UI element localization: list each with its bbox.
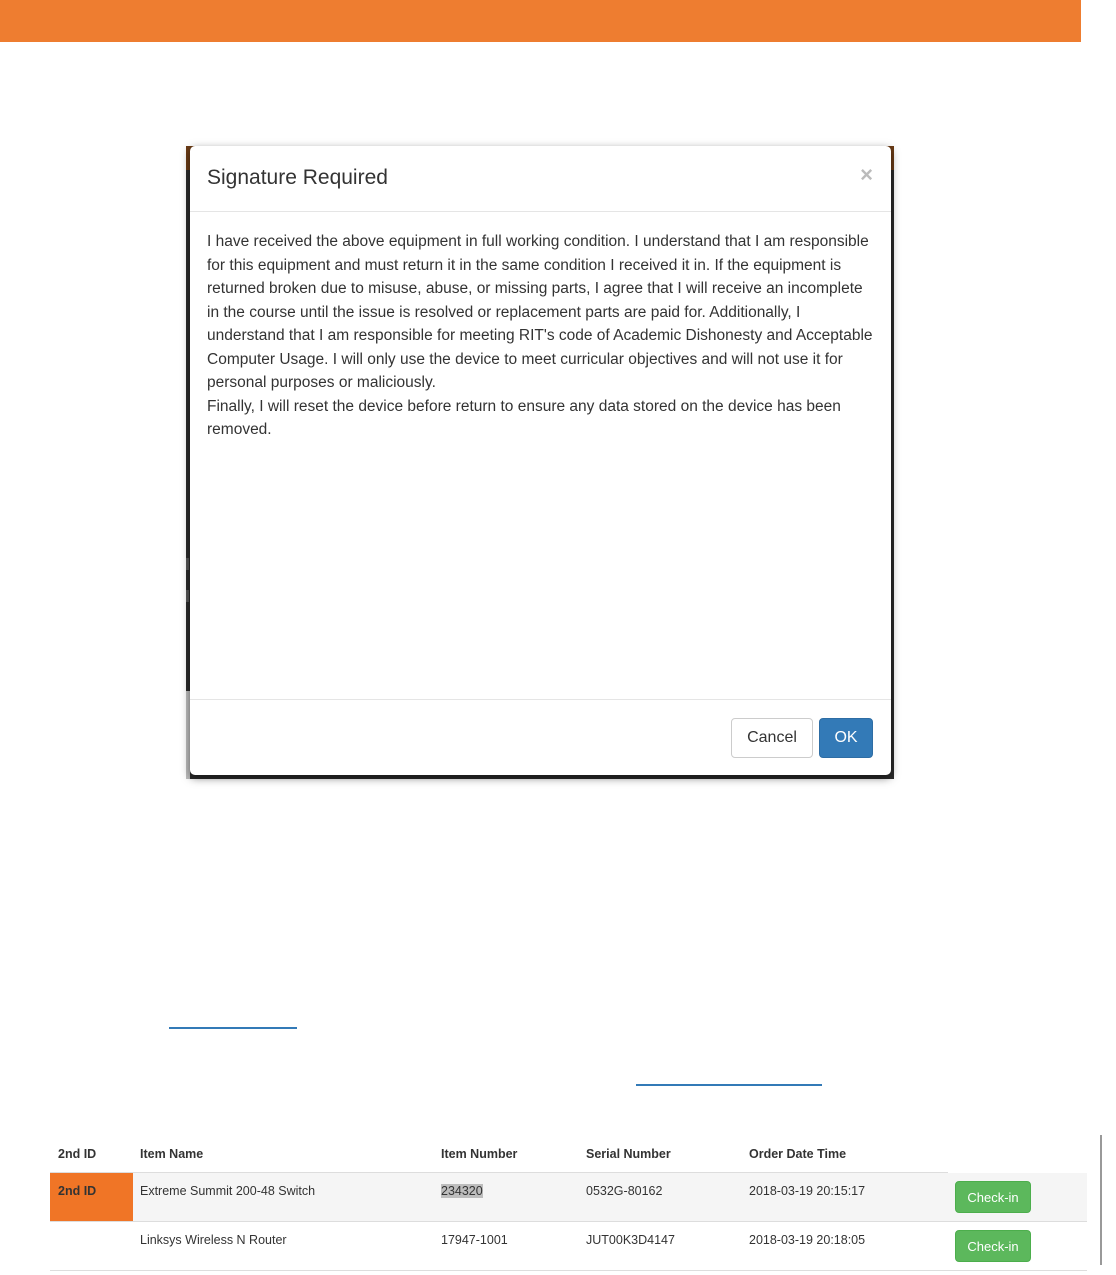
serial-number: JUT00K3D4147 xyxy=(586,1233,675,1247)
backdrop-mark xyxy=(186,590,189,602)
check-in-button[interactable]: Check-in xyxy=(955,1230,1031,1262)
agreement-text: I have received the above equipment in full working condition. I understand that I am responsible for this equipment and must return it in the same condition I received it in. If the equipment is returned broken due to misuse, abuse, or missing parts, I agree that I will receive an incomplete in the course until the issue is resolved or replacement parts are paid for. Additionally, I understand that I am responsible for meeting RIT's code of Academic Dishonesty and Acceptable Computer Usage. I will only use the device to meet curricular objectives and will not use it for personal purposes or maliciously. xyxy=(207,233,873,391)
agreement-text-final: Finally, I will reset the device before return to ensure any data stored on the device has been removed. xyxy=(207,397,841,438)
close-icon[interactable]: × xyxy=(860,162,873,187)
backdrop-mark xyxy=(186,558,189,570)
check-in-button[interactable]: Check-in xyxy=(955,1181,1031,1213)
second-id-badge xyxy=(50,1173,133,1221)
table-header xyxy=(50,1142,948,1174)
item-name: Extreme Summit 200-48 Switch xyxy=(140,1184,316,1198)
item-number: 234320 xyxy=(441,1184,483,1198)
item-number: 17947-1001 xyxy=(441,1233,508,1247)
table-row xyxy=(50,1222,1087,1271)
modal-header xyxy=(190,146,891,212)
link-underline[interactable] xyxy=(169,1027,297,1029)
table-row xyxy=(50,1173,1087,1222)
header-second-id: 2nd ID xyxy=(58,1147,97,1161)
signature-modal xyxy=(190,146,891,775)
header-item-number: Item Number xyxy=(441,1147,518,1161)
order-date-time: 2018-03-19 20:15:17 xyxy=(749,1184,866,1198)
modal-body xyxy=(207,230,877,442)
order-date-time: 2018-03-19 20:18:05 xyxy=(749,1233,866,1247)
modal-footer xyxy=(190,699,891,776)
header-serial-number: Serial Number xyxy=(586,1147,671,1161)
cancel-button[interactable]: Cancel xyxy=(731,718,813,758)
header-item-name: Item Name xyxy=(140,1147,204,1161)
ok-button[interactable]: OK xyxy=(819,718,873,758)
second-id-badge-text: 2nd ID xyxy=(58,1184,97,1198)
modal-title: Signature Required xyxy=(207,166,388,189)
item-name: Linksys Wireless N Router xyxy=(140,1233,287,1247)
serial-number: 0532G-80162 xyxy=(586,1184,663,1198)
header-order-date-time: Order Date Time xyxy=(749,1147,847,1161)
scrollbar[interactable] xyxy=(1100,1135,1102,1265)
link-underline[interactable] xyxy=(636,1084,822,1086)
top-banner xyxy=(0,0,1081,42)
